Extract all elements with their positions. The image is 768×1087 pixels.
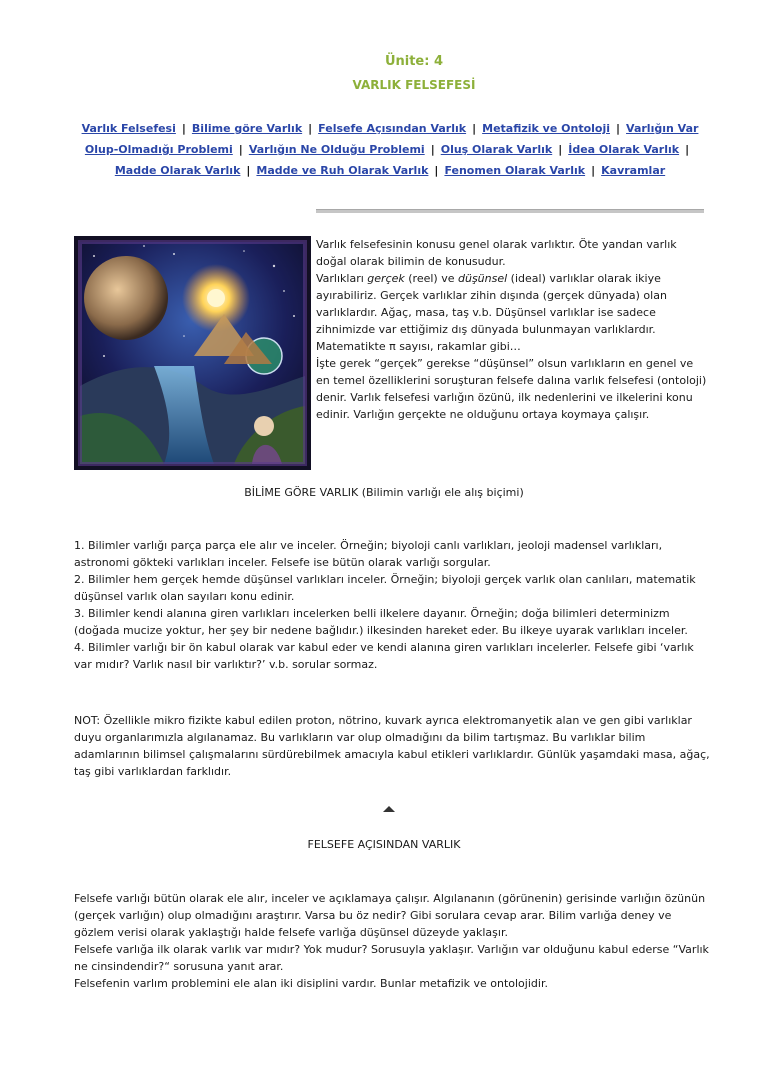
nav-separator: | [434, 164, 439, 177]
intro-paragraph-2 [316, 270, 708, 355]
text-fragment: Varlıkları [316, 272, 368, 285]
nav-link-metafizik-ve-ontoloji[interactable]: Metafizik ve Ontoloji [482, 122, 611, 135]
nav-link-kavramlar[interactable]: Kavramlar [601, 164, 666, 177]
nav-link-idea-olarak-varlik[interactable]: İdea Olarak Varlık [568, 143, 680, 156]
note-paragraph [74, 712, 714, 780]
horizontal-rule [316, 209, 704, 213]
nav-link-madde-olarak-varlik[interactable]: Madde Olarak Varlık [114, 164, 241, 177]
emphasis-dusunsel: düşünsel [458, 272, 508, 285]
nav-link-bilime-gore-varlik[interactable]: Bilime göre Varlık [191, 122, 303, 135]
intro-paragraph-1: Varlık felsefesinin konusu genel olarak varlıktır. Öte yandan varlık doğal olarak bilimin de konusudur. [316, 238, 677, 268]
topic-navigation [70, 118, 710, 181]
list-item: 1. Bilimler varlığı parça parça ele alır ve inceler. Örneğin; biyoloji canlı varlıkları, jeoloji madensel varlıkları, astronomi gökteki varlıkları inceler. Felsefe ise bütün olarak varlığı sorgular. [74, 539, 663, 569]
science-points-list [74, 537, 714, 673]
text-fragment: (ideal) varlıklar olarak ikiye ayırabiliriz. Gerçek varlıklar zihin dışında (gerçek dünyada) olan varlıklardır. Ağaç, masa, taş v.b. Düşünsel varlıklar ise sadece zihnimizde var ettiğimiz dış dünyada bulunmayan varlıklardır. Matematikte π sayısı, rakamlar gibi… [316, 272, 667, 353]
nav-separator: | [238, 143, 243, 156]
section-heading-felsefe: FELSEFE AÇISINDAN VARLIK [307, 838, 461, 851]
section-heading-bilime-gore: BİLİME GÖRE VARLIK (Bilimin varlığı ele alış biçimi) [244, 486, 524, 499]
unit-title: Ünite: 4 [384, 54, 444, 69]
nav-link-olus-olarak-varlik[interactable]: Oluş Olarak Varlık [440, 143, 553, 156]
nav-link-varligin-ne-oldugu[interactable]: Varlığın Ne Olduğu Problemi [248, 143, 425, 156]
philosophy-paragraph-2: Felsefe varlığa ilk olarak varlık var mıdır? Yok mudur? Sorusuyla yaklaşır. Varlığın var olduğunu kabul ederse “Varlık ne cinsindendir?“ sorusuna yanıt arar. [74, 943, 709, 973]
emphasis-gercek: gerçek [367, 272, 405, 285]
list-item: 3. Bilimler kendi alanına giren varlıkları incelerken belli ilkelere dayanır. Örneğin; doğa bilimleri determinizm (doğada mucize yoktur, her şey bir nedene bağlıdır.) ilkesinden hareket eder. Bu ilkeye uyarak varlıkları inceler. [74, 607, 688, 637]
nav-link-varlik-felsefesi[interactable]: Varlık Felsefesi [81, 122, 176, 135]
back-to-top-icon[interactable] [383, 806, 395, 812]
nav-link-varligin-var-olup-olmadigi[interactable]: Varlığın Var Olup-Olmadığı Problemi [84, 122, 699, 156]
philosophy-text [74, 890, 714, 992]
list-item: 2. Bilimler hem gerçek hemde düşünsel varlıkları inceler. Örneğin; biyoloji gerçek varlık olan canlıları, matematik düşünsel varlık olan sayıları konu edinir. [74, 573, 696, 603]
nav-separator: | [430, 143, 435, 156]
page-title: VARLIK FELSEFESİ [352, 78, 476, 92]
note-text: NOT: Özellikle mikro fizikte kabul edilen proton, nötrino, kuvark ayrıca elektromanyetik alan ve gen gibi varlıklar duyu organlarımızla algılanamaz. Bu varlıkların var olup olmadığını da bilim tartışmaz. Bu varlıklar bilim adamlarının bilimsel çalışmalarını sürdürebilmek amacıyla kabul etikleri varlıklardır. Günlük yaşamdaki masa, ağaç, taş gibi varlıklardan farklıdır. [74, 714, 710, 778]
nav-separator: | [308, 122, 313, 135]
nav-separator: | [472, 122, 477, 135]
intro-paragraph-3: İşte gerek “gerçek” gerekse “düşünsel” olsun varlıkların en genel ve en temel özelliklerini soruşturan felsefe dalına varlık felsefesi (ontoloji) denir. Varlık felsefesi varlığın özünü, ilk nedenlerini ve ilkelerini konu edinir. Varlığın gerçekte ne olduğunu ortaya koymaya çalışır. [316, 357, 707, 421]
text-fragment: (reel) ve [404, 272, 458, 285]
nav-separator: | [558, 143, 563, 156]
list-item: 4. Bilimler varlığı bir ön kabul olarak var kabul eder ve kendi alanına giren varlıkları incelerler. Felsefe gibi ‘varlık var mıdır? Varlık nasıl bir varlıktır?’ v.b. sorular sormaz. [74, 641, 694, 671]
philosophy-paragraph-3: Felsefenin varlım problemini ele alan iki disiplini vardır. Bunlar metafizik ve ontolojidir. [74, 977, 548, 990]
nav-link-fenomen-olarak-varlik[interactable]: Fenomen Olarak Varlık [444, 164, 586, 177]
nav-separator: | [591, 164, 596, 177]
nav-separator: | [181, 122, 186, 135]
cosmic-artwork-image [74, 236, 311, 470]
cosmic-artwork-svg [74, 236, 311, 470]
nav-separator: | [616, 122, 621, 135]
nav-link-madde-ve-ruh[interactable]: Madde ve Ruh Olarak Varlık [256, 164, 429, 177]
nav-separator: | [246, 164, 251, 177]
nav-separator: | [685, 143, 690, 156]
nav-link-felsefe-acisindan-varlik[interactable]: Felsefe Açısından Varlık [318, 122, 467, 135]
philosophy-paragraph-1: Felsefe varlığı bütün olarak ele alır, inceler ve açıklamaya çalışır. Algılananın (görünenin) gerisinde varlığın özünün (gerçek varlığın) olup olmadığını araştırır. Varsa bu öz nedir? Gibi sorulara cevap arar. Bilim varlığa deney ve gözlem verisi olarak yaklaştığı halde felsefe varlığa düşünsel düzeyde yaklaşır. [74, 892, 706, 939]
intro-text [316, 236, 708, 423]
